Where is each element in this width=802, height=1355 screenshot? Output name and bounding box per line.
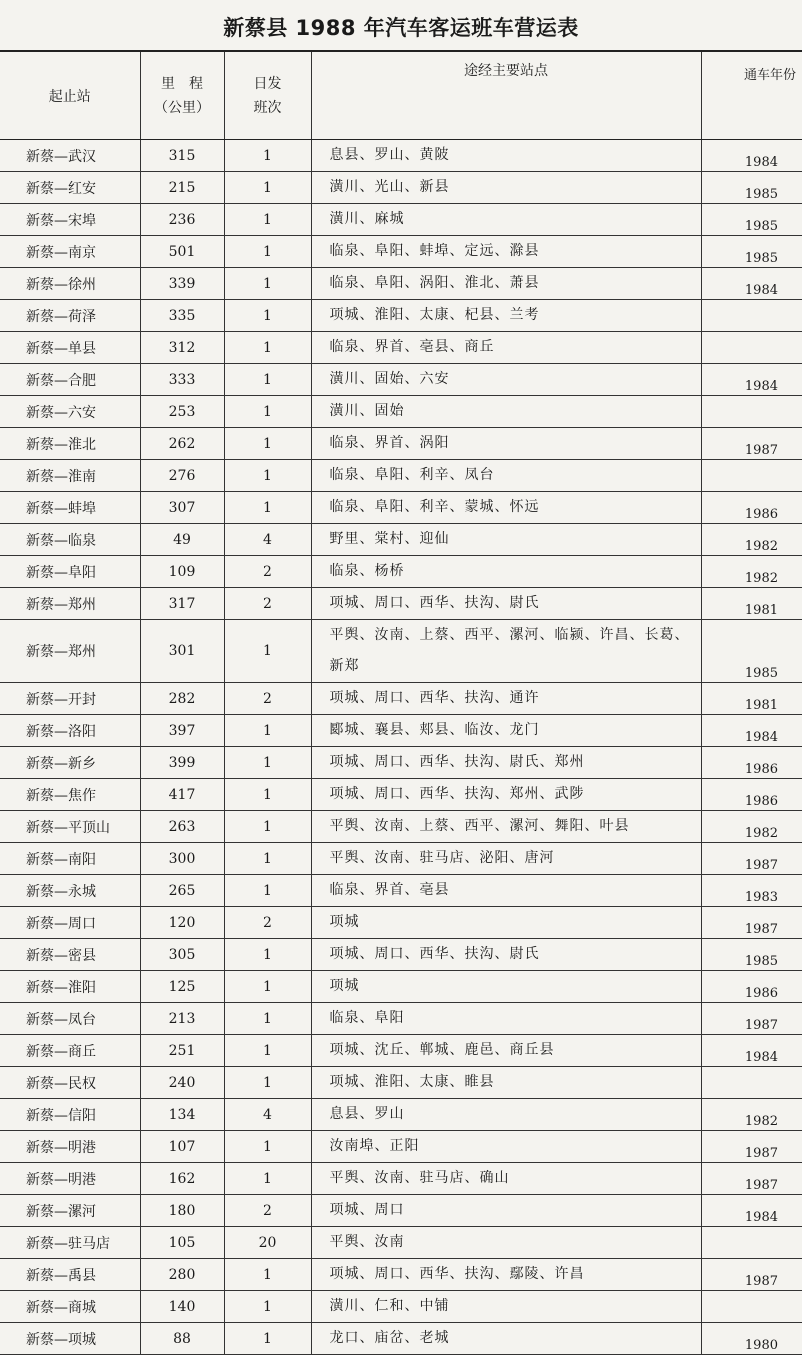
stops-cell: 息县、罗山、黄陂 [311, 140, 701, 172]
route-cell: 新蔡—商丘 [0, 1035, 140, 1067]
table-row [0, 620, 802, 683]
route-cell: 新蔡—淮阳 [0, 971, 140, 1003]
stops-cell: 潢川、麻城 [311, 204, 701, 236]
trips-cell: 1 [224, 332, 311, 364]
route-cell: 新蔡—密县 [0, 939, 140, 971]
stops-cell: 潢川、固始 [311, 396, 701, 428]
header-distance-line1: 里 程 [161, 75, 203, 92]
stops-cell: 郾城、襄县、郏县、临汝、龙门 [311, 715, 701, 747]
route-cell: 新蔡—淮南 [0, 460, 140, 492]
distance-cell: 282 [140, 683, 224, 715]
distance-cell: 335 [140, 300, 224, 332]
stops-cell: 潢川、光山、新县 [311, 172, 701, 204]
distance-cell: 180 [140, 1195, 224, 1227]
year-cell [701, 332, 802, 364]
year-cell: 1980 [701, 1323, 802, 1355]
distance-cell: 240 [140, 1067, 224, 1099]
distance-cell: 317 [140, 588, 224, 620]
distance-cell: 49 [140, 524, 224, 556]
distance-cell: 236 [140, 204, 224, 236]
year-cell: 1984 [701, 1035, 802, 1067]
distance-cell: 109 [140, 556, 224, 588]
year-cell: 1985 [701, 620, 802, 683]
year-cell: 1983 [701, 875, 802, 907]
year-cell: 1987 [701, 1131, 802, 1163]
route-cell: 新蔡—项城 [0, 1323, 140, 1355]
distance-cell: 162 [140, 1163, 224, 1195]
stops-cell: 项城、周口、西华、扶沟、通许 [311, 683, 701, 715]
trips-cell: 1 [224, 1163, 311, 1195]
route-cell: 新蔡—凤台 [0, 1003, 140, 1035]
stops-cell: 临泉、阜阳、蚌埠、定远、滁县 [311, 236, 701, 268]
distance-cell: 251 [140, 1035, 224, 1067]
trips-cell: 2 [224, 556, 311, 588]
header-distance [140, 51, 224, 140]
trips-cell: 1 [224, 1259, 311, 1291]
distance-cell: 88 [140, 1323, 224, 1355]
stops-cell: 项城 [311, 907, 701, 939]
distance-cell: 339 [140, 268, 224, 300]
stops-cell: 平舆、汝南、驻马店、泌阳、唐河 [311, 843, 701, 875]
stops-cell: 汝南埠、正阳 [311, 1131, 701, 1163]
table-row [0, 715, 802, 747]
distance-cell: 315 [140, 140, 224, 172]
year-cell: 1982 [701, 556, 802, 588]
trips-cell: 1 [224, 428, 311, 460]
stops-cell: 项城、淮阳、太康、睢县 [311, 1067, 701, 1099]
route-cell: 新蔡—驻马店 [0, 1227, 140, 1259]
stops-cell: 临泉、界首、涡阳 [311, 428, 701, 460]
table-row [0, 1067, 802, 1099]
distance-cell: 301 [140, 620, 224, 683]
year-cell: 1986 [701, 779, 802, 811]
trips-cell: 1 [224, 396, 311, 428]
header-trips-line1: 日发 [253, 75, 282, 92]
table-row [0, 268, 802, 300]
year-cell: 1986 [701, 747, 802, 779]
table-row [0, 524, 802, 556]
trips-cell: 20 [224, 1227, 311, 1259]
year-cell: 1984 [701, 715, 802, 747]
distance-cell: 397 [140, 715, 224, 747]
header-year: 通车年份 [701, 51, 802, 140]
route-cell: 新蔡—红安 [0, 172, 140, 204]
table-row [0, 140, 802, 172]
table-row [0, 460, 802, 492]
route-cell: 新蔡—商城 [0, 1291, 140, 1323]
distance-cell: 107 [140, 1131, 224, 1163]
route-cell: 新蔡—信阳 [0, 1099, 140, 1131]
stops-cell: 临泉、阜阳 [311, 1003, 701, 1035]
route-cell: 新蔡—民权 [0, 1067, 140, 1099]
trips-cell: 1 [224, 1067, 311, 1099]
route-cell: 新蔡—宋埠 [0, 204, 140, 236]
stops-cell: 临泉、杨桥 [311, 556, 701, 588]
stops-cell: 野里、棠村、迎仙 [311, 524, 701, 556]
year-cell: 1987 [701, 1163, 802, 1195]
table-row [0, 843, 802, 875]
year-cell: 1987 [701, 843, 802, 875]
trips-cell: 1 [224, 939, 311, 971]
stops-cell: 平舆、汝南、上蔡、西平、漯河、舞阳、叶县 [311, 811, 701, 843]
trips-cell: 1 [224, 1131, 311, 1163]
route-cell: 新蔡—新乡 [0, 747, 140, 779]
distance-cell: 105 [140, 1227, 224, 1259]
stops-cell: 项城、周口、西华、扶沟、尉氏 [311, 939, 701, 971]
route-cell: 新蔡—明港 [0, 1163, 140, 1195]
trips-cell: 1 [224, 204, 311, 236]
year-cell: 1985 [701, 939, 802, 971]
distance-cell: 253 [140, 396, 224, 428]
table-row [0, 779, 802, 811]
table-row [0, 1291, 802, 1323]
trips-cell: 1 [224, 620, 311, 683]
table-row [0, 364, 802, 396]
header-trips-line2: 班次 [253, 99, 282, 116]
table-body [0, 140, 802, 1355]
table-row [0, 1195, 802, 1227]
trips-cell: 1 [224, 971, 311, 1003]
stops-cell: 临泉、阜阳、利辛、凤台 [311, 460, 701, 492]
distance-cell: 213 [140, 1003, 224, 1035]
trips-cell: 1 [224, 747, 311, 779]
distance-cell: 501 [140, 236, 224, 268]
route-cell: 新蔡—永城 [0, 875, 140, 907]
table-row [0, 492, 802, 524]
table-row [0, 300, 802, 332]
trips-cell: 1 [224, 1003, 311, 1035]
table-row [0, 1227, 802, 1259]
year-cell: 1982 [701, 524, 802, 556]
stops-cell: 平舆、汝南 [311, 1227, 701, 1259]
trips-cell: 4 [224, 524, 311, 556]
table-row [0, 1131, 802, 1163]
table-row [0, 811, 802, 843]
trips-cell: 1 [224, 492, 311, 524]
trips-cell: 1 [224, 843, 311, 875]
route-cell: 新蔡—阜阳 [0, 556, 140, 588]
year-cell: 1986 [701, 492, 802, 524]
year-cell: 1985 [701, 204, 802, 236]
distance-cell: 333 [140, 364, 224, 396]
route-cell: 新蔡—合肥 [0, 364, 140, 396]
year-cell: 1981 [701, 683, 802, 715]
year-cell: 1987 [701, 1259, 802, 1291]
table-row [0, 204, 802, 236]
route-cell: 新蔡—洛阳 [0, 715, 140, 747]
trips-cell: 1 [224, 364, 311, 396]
year-cell [701, 1227, 802, 1259]
stops-cell: 项城、周口 [311, 1195, 701, 1227]
year-cell: 1984 [701, 364, 802, 396]
year-cell [701, 460, 802, 492]
distance-cell: 262 [140, 428, 224, 460]
stops-cell: 项城、淮阳、太康、杞县、兰考 [311, 300, 701, 332]
stops-cell: 临泉、界首、亳县 [311, 875, 701, 907]
distance-cell: 280 [140, 1259, 224, 1291]
table-row [0, 1003, 802, 1035]
trips-cell: 1 [224, 1291, 311, 1323]
distance-cell: 125 [140, 971, 224, 1003]
route-cell: 新蔡—武汉 [0, 140, 140, 172]
trips-cell: 1 [224, 1035, 311, 1067]
trips-cell: 2 [224, 907, 311, 939]
header-trips [224, 51, 311, 140]
route-cell: 新蔡—焦作 [0, 779, 140, 811]
distance-cell: 215 [140, 172, 224, 204]
year-cell: 1982 [701, 811, 802, 843]
route-cell: 新蔡—郑州 [0, 620, 140, 683]
route-cell: 新蔡—漯河 [0, 1195, 140, 1227]
year-cell: 1981 [701, 588, 802, 620]
distance-cell: 263 [140, 811, 224, 843]
stops-cell: 项城 [311, 971, 701, 1003]
stops-cell: 临泉、阜阳、涡阳、淮北、萧县 [311, 268, 701, 300]
distance-cell: 134 [140, 1099, 224, 1131]
table-row [0, 1099, 802, 1131]
route-cell: 新蔡—开封 [0, 683, 140, 715]
table-row [0, 236, 802, 268]
header-stops: 途经主要站点 [311, 51, 701, 140]
distance-cell: 265 [140, 875, 224, 907]
table-row [0, 588, 802, 620]
year-cell: 1984 [701, 268, 802, 300]
route-cell: 新蔡—明港 [0, 1131, 140, 1163]
distance-cell: 300 [140, 843, 224, 875]
year-cell [701, 1067, 802, 1099]
year-cell: 1987 [701, 907, 802, 939]
year-cell [701, 396, 802, 428]
table-row [0, 1163, 802, 1195]
table-row [0, 172, 802, 204]
trips-cell: 1 [224, 779, 311, 811]
trips-cell: 1 [224, 140, 311, 172]
table-row [0, 683, 802, 715]
route-cell: 新蔡—郑州 [0, 588, 140, 620]
table-row [0, 971, 802, 1003]
stops-cell: 龙口、庙岔、老城 [311, 1323, 701, 1355]
stops-cell: 潢川、固始、六安 [311, 364, 701, 396]
year-cell: 1985 [701, 172, 802, 204]
stops-cell: 项城、周口、西华、扶沟、尉氏 [311, 588, 701, 620]
trips-cell: 1 [224, 715, 311, 747]
year-cell [701, 300, 802, 332]
table-row [0, 556, 802, 588]
table-row [0, 332, 802, 364]
route-cell: 新蔡—平顶山 [0, 811, 140, 843]
stops-cell: 项城、周口、西华、扶沟、郑州、武陟 [311, 779, 701, 811]
stops-cell: 平舆、汝南、上蔡、西平、漯河、临颍、许昌、长葛、新郑 [311, 620, 701, 683]
table-row [0, 1035, 802, 1067]
year-cell: 1985 [701, 236, 802, 268]
trips-cell: 1 [224, 268, 311, 300]
distance-cell: 140 [140, 1291, 224, 1323]
year-cell: 1987 [701, 1003, 802, 1035]
stops-cell: 项城、周口、西华、扶沟、尉氏、郑州 [311, 747, 701, 779]
route-cell: 新蔡—荷泽 [0, 300, 140, 332]
table-row [0, 428, 802, 460]
route-cell: 新蔡—淮北 [0, 428, 140, 460]
route-cell: 新蔡—周口 [0, 907, 140, 939]
year-cell: 1984 [701, 140, 802, 172]
header-route: 起止站 [0, 51, 140, 140]
year-cell: 1982 [701, 1099, 802, 1131]
trips-cell: 4 [224, 1099, 311, 1131]
year-cell [701, 1291, 802, 1323]
table-row [0, 875, 802, 907]
table-row [0, 1323, 802, 1355]
route-cell: 新蔡—南阳 [0, 843, 140, 875]
stops-cell: 项城、沈丘、郸城、鹿邑、商丘县 [311, 1035, 701, 1067]
stops-cell: 临泉、阜阳、利辛、蒙城、怀远 [311, 492, 701, 524]
year-cell: 1984 [701, 1195, 802, 1227]
trips-cell: 1 [224, 875, 311, 907]
distance-cell: 120 [140, 907, 224, 939]
table-row [0, 747, 802, 779]
route-cell: 新蔡—临泉 [0, 524, 140, 556]
table-row [0, 939, 802, 971]
route-cell: 新蔡—单县 [0, 332, 140, 364]
year-cell: 1987 [701, 428, 802, 460]
stops-cell: 项城、周口、西华、扶沟、鄢陵、许昌 [311, 1259, 701, 1291]
stops-cell: 临泉、界首、亳县、商丘 [311, 332, 701, 364]
distance-cell: 276 [140, 460, 224, 492]
page-title: 新蔡县 1988 年汽车客运班车营运表 [223, 16, 579, 40]
distance-cell: 307 [140, 492, 224, 524]
trips-cell: 1 [224, 172, 311, 204]
trips-cell: 2 [224, 683, 311, 715]
trips-cell: 1 [224, 236, 311, 268]
trips-cell: 1 [224, 811, 311, 843]
table-row [0, 1259, 802, 1291]
route-cell: 新蔡—六安 [0, 396, 140, 428]
stops-cell: 息县、罗山 [311, 1099, 701, 1131]
distance-cell: 305 [140, 939, 224, 971]
stops-cell: 潢川、仁和、中铺 [311, 1291, 701, 1323]
header-distance-line2: （公里） [154, 99, 210, 116]
table-row [0, 907, 802, 939]
table-row [0, 396, 802, 428]
distance-cell: 312 [140, 332, 224, 364]
trips-cell: 1 [224, 460, 311, 492]
route-cell: 新蔡—禹县 [0, 1259, 140, 1291]
table-header-row [0, 51, 802, 140]
distance-cell: 399 [140, 747, 224, 779]
trips-cell: 1 [224, 1323, 311, 1355]
route-cell: 新蔡—徐州 [0, 268, 140, 300]
year-cell: 1986 [701, 971, 802, 1003]
stops-cell: 平舆、汝南、驻马店、确山 [311, 1163, 701, 1195]
trips-cell: 1 [224, 300, 311, 332]
route-cell: 新蔡—蚌埠 [0, 492, 140, 524]
route-cell: 新蔡—南京 [0, 236, 140, 268]
trips-cell: 2 [224, 1195, 311, 1227]
trips-cell: 2 [224, 588, 311, 620]
bus-route-table [0, 50, 802, 1355]
distance-cell: 417 [140, 779, 224, 811]
